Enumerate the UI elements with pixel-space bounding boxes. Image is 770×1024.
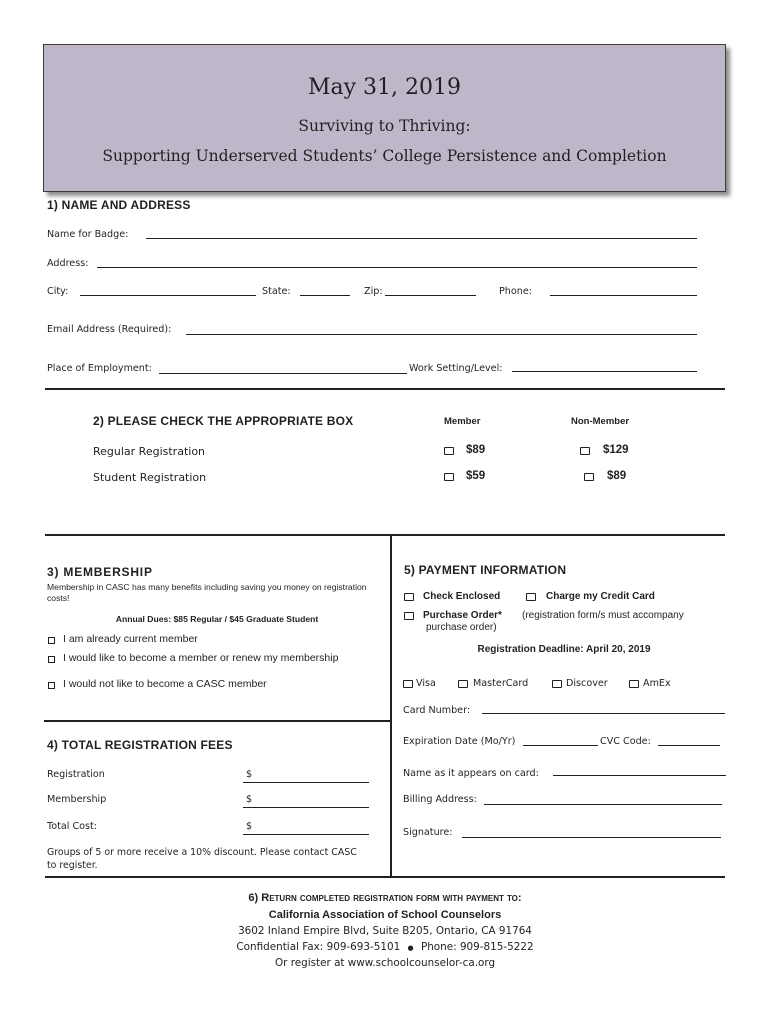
visa-checkbox[interactable]	[403, 680, 413, 688]
membership-join-label: I would like to become a member or renew my membership	[63, 652, 339, 664]
contact-line	[0, 941, 770, 953]
mailing-address: 3602 Inland Empire Blvd, Suite B205, Ontario, CA 91764	[238, 925, 532, 937]
badge-name-field[interactable]	[146, 238, 697, 239]
section4-heading: 4) TOTAL REGISTRATION FEES	[47, 738, 233, 752]
registration-fee-field[interactable]	[243, 782, 369, 783]
section3-heading: 3) MEMBERSHIP	[47, 565, 153, 579]
organization-name: California Association of School Counselors	[268, 909, 502, 921]
section5-heading: 5) PAYMENT INFORMATION	[404, 563, 567, 577]
city-field[interactable]	[80, 295, 256, 296]
total-cost-label: Total Cost:	[47, 821, 98, 832]
visa-label: Visa	[416, 678, 436, 689]
email-field[interactable]	[186, 334, 697, 335]
divider	[44, 720, 391, 722]
signature-field[interactable]	[462, 837, 721, 838]
mastercard-label: MasterCard	[473, 678, 529, 689]
total-cost-currency: $	[246, 821, 253, 832]
student-nonmember-price: $89	[607, 470, 627, 482]
name-on-card-label: Name as it appears on card:	[403, 768, 539, 779]
section1-heading: 1) NAME AND ADDRESS	[47, 198, 191, 212]
work-setting-label: Work Setting/Level:	[409, 363, 503, 374]
purchase-order-label: Purchase Order*	[423, 610, 502, 621]
registration-fee-label: Registration	[47, 769, 105, 780]
divider	[45, 534, 725, 536]
amex-label: AmEx	[643, 678, 671, 689]
regular-nonmember-price: $129	[603, 444, 629, 456]
billing-address-field[interactable]	[484, 804, 722, 805]
state-label: State:	[262, 286, 291, 297]
cvc-label: CVC Code:	[600, 736, 651, 747]
regular-registration-label: Regular Registration	[93, 445, 206, 458]
event-header-box	[43, 44, 726, 192]
badge-name-label: Name for Badge:	[47, 229, 129, 240]
regular-member-price: $89	[466, 444, 486, 456]
signature-label: Signature:	[403, 827, 453, 838]
student-nonmember-checkbox[interactable]	[584, 473, 594, 481]
address-label: Address:	[47, 258, 89, 269]
purchase-order-checkbox[interactable]	[404, 612, 414, 620]
website-line[interactable]: Or register at www.schoolcounselor-ca.org	[274, 957, 496, 969]
check-enclosed-label: Check Enclosed	[423, 591, 501, 602]
credit-card-label: Charge my Credit Card	[546, 591, 655, 602]
membership-description: Membership in CASC has many benefits including saving you money on registration costs!	[47, 582, 367, 603]
membership-current-label: I am already current member	[63, 633, 198, 645]
address-field[interactable]	[97, 267, 697, 268]
mastercard-checkbox[interactable]	[458, 680, 468, 688]
group-discount-note: Groups of 5 or more receive a 10% discount. Please contact CASC to register.	[47, 847, 357, 871]
membership-current-checkbox[interactable]	[48, 637, 55, 644]
divider	[45, 876, 725, 878]
employment-label: Place of Employment:	[47, 363, 152, 374]
phone-field[interactable]	[550, 295, 697, 296]
total-cost-field[interactable]	[243, 834, 369, 835]
phone-number: Phone: 909-815-5222	[420, 941, 534, 953]
zip-label: Zip:	[364, 286, 383, 297]
event-subtitle: Surviving to Thriving:	[298, 117, 471, 135]
divider	[45, 388, 725, 390]
check-enclosed-checkbox[interactable]	[404, 593, 414, 601]
name-on-card-field[interactable]	[553, 775, 726, 776]
membership-join-checkbox[interactable]	[48, 656, 55, 663]
membership-fee-currency: $	[246, 794, 253, 805]
membership-fee-label: Membership	[47, 794, 107, 805]
membership-decline-label: I would not like to become a CASC member	[63, 678, 267, 690]
registration-fee-currency: $	[246, 769, 253, 780]
column-divider	[390, 535, 392, 877]
state-field[interactable]	[300, 295, 350, 296]
amex-checkbox[interactable]	[629, 680, 639, 688]
section2-heading: 2) PLEASE CHECK THE APPROPRIATE BOX	[93, 414, 354, 428]
expiration-label: Expiration Date (Mo/Yr)	[403, 736, 516, 747]
discover-label: Discover	[566, 678, 608, 689]
event-date: May 31, 2019	[307, 75, 462, 100]
zip-field[interactable]	[385, 295, 476, 296]
purchase-order-note: (registration form/s must accompany purchase order)	[426, 610, 684, 633]
regular-nonmember-checkbox[interactable]	[580, 447, 590, 455]
section6-heading: 6) Return completed registration form with payment to:	[248, 892, 522, 904]
credit-card-checkbox[interactable]	[526, 593, 536, 601]
employment-field[interactable]	[159, 373, 407, 374]
cvc-field[interactable]	[658, 745, 720, 746]
student-member-checkbox[interactable]	[444, 473, 454, 481]
member-column-header: Member	[444, 416, 481, 427]
event-title: Supporting Underserved Students’ College Persistence and Completion	[102, 147, 667, 165]
student-member-price: $59	[466, 470, 486, 482]
card-number-field[interactable]	[482, 713, 725, 714]
email-label: Email Address (Required):	[47, 324, 172, 335]
bullet-separator: ●	[407, 944, 414, 952]
card-number-label: Card Number:	[403, 705, 471, 716]
student-registration-label: Student Registration	[93, 471, 207, 484]
membership-decline-checkbox[interactable]	[48, 682, 55, 689]
regular-member-checkbox[interactable]	[444, 447, 454, 455]
nonmember-column-header: Non-Member	[571, 416, 630, 427]
membership-fee-field[interactable]	[243, 807, 369, 808]
registration-deadline: Registration Deadline: April 20, 2019	[477, 644, 651, 655]
billing-address-label: Billing Address:	[403, 794, 477, 805]
city-label: City:	[47, 286, 69, 297]
annual-dues: Annual Dues: $85 Regular / $45 Graduate Student	[115, 614, 319, 624]
expiration-field[interactable]	[523, 745, 598, 746]
discover-checkbox[interactable]	[552, 680, 562, 688]
phone-label: Phone:	[499, 286, 532, 297]
fax-number: Confidential Fax: 909-693-5101	[236, 941, 401, 953]
work-setting-field[interactable]	[512, 371, 697, 372]
